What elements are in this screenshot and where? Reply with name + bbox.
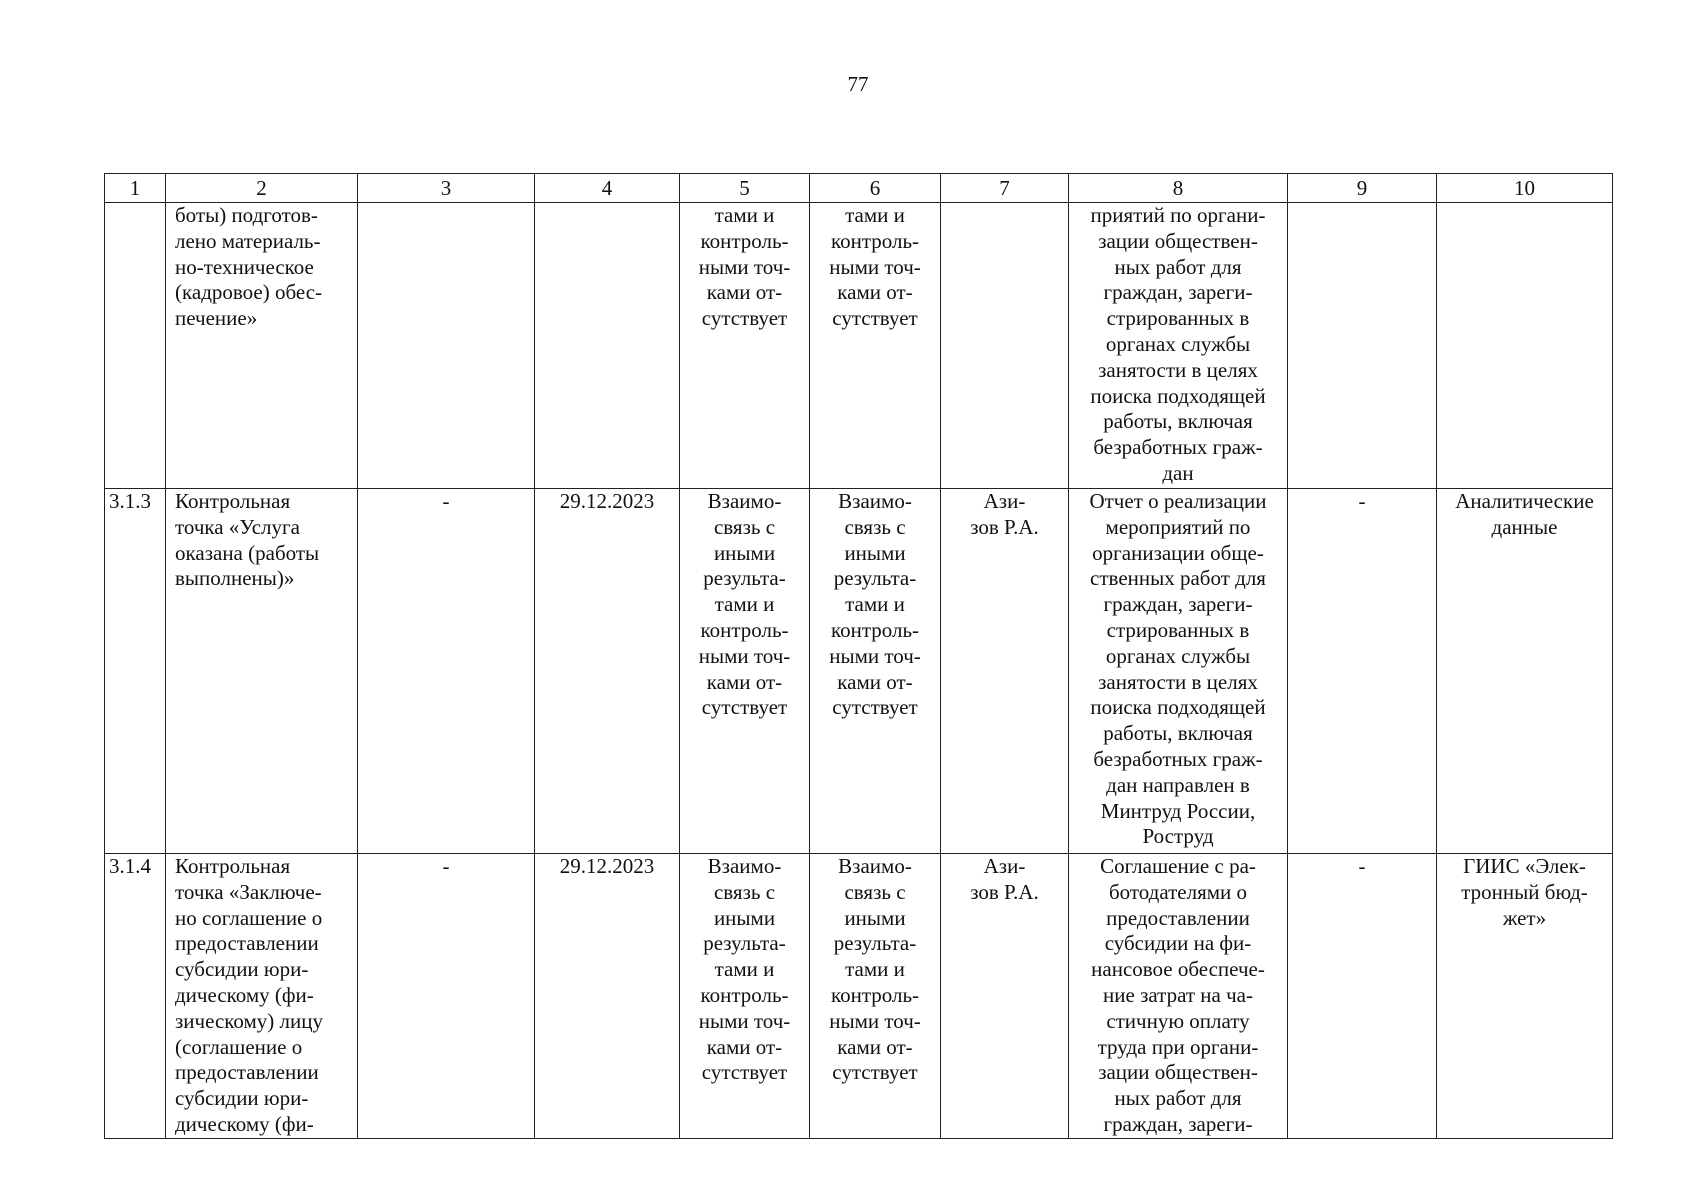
cell-successors: Взаимо- связь с иными результа- тами и контроль- ными точ- ками от- сутствует — [810, 854, 941, 1139]
cell-level: - — [1288, 489, 1437, 854]
cell-end-date: 29.12.2023 — [535, 489, 680, 854]
cell-responsible: Ази- зов Р.А. — [941, 854, 1069, 1139]
cell-predecessors: Взаимо- связь с иными результа- тами и контроль- ными точ- ками от- сутствует — [680, 489, 810, 854]
cell-start-date: - — [358, 489, 535, 854]
column-number-header — [105, 174, 1613, 203]
column-header: 8 — [1069, 174, 1288, 203]
column-header: 4 — [535, 174, 680, 203]
cell-number — [105, 203, 166, 489]
cell-successors: тами и контроль- ными точ- ками от- сутствует — [810, 203, 941, 489]
cell-result: Отчет о реализации мероприятий по организации обще- ственных работ для граждан, зареги- стрированных в органах службы занятости в целях поиска подходящей работы, включая безработных граж- дан направлен в Минтруд России, Роструд — [1069, 489, 1288, 854]
cell-name: Контрольная точка «Услуга оказана (работы выполнены)» — [166, 489, 358, 854]
cell-start-date: - — [358, 854, 535, 1139]
column-header: 7 — [941, 174, 1069, 203]
cell-start-date — [358, 203, 535, 489]
cell-end-date — [535, 203, 680, 489]
cell-successors: Взаимо- связь с иными результа- тами и контроль- ными точ- ками от- сутствует — [810, 489, 941, 854]
column-header: 1 — [105, 174, 166, 203]
column-header: 5 — [680, 174, 810, 203]
cell-level — [1288, 203, 1437, 489]
table-row — [105, 203, 1613, 489]
cell-predecessors: тами и контроль- ными точ- ками от- сутствует — [680, 203, 810, 489]
cell-number: 3.1.3 — [105, 489, 166, 854]
cell-predecessors: Взаимо- связь с иными результа- тами и контроль- ными точ- ками от- сутствует — [680, 854, 810, 1139]
column-header: 3 — [358, 174, 535, 203]
page-number: 77 — [847, 72, 869, 96]
cell-result: приятий по органи- зации обществен- ных работ для граждан, зареги- стрированных в органах службы занятости в целях поиска подходящей работы, включая безработных граж- дан — [1069, 203, 1288, 489]
cell-responsible: Ази- зов Р.А. — [941, 489, 1069, 854]
cell-info-system: ГИИС «Элек- тронный бюд- жет» — [1437, 854, 1613, 1139]
cell-info-system — [1437, 203, 1613, 489]
plan-table — [104, 173, 1613, 1139]
cell-name: Контрольная точка «Заключе- но соглашение о предоставлении субсидии юри- дическому (фи- зическому) лицу (соглашение о предоставлении субсидии юри- дическому (фи- — [166, 854, 358, 1139]
cell-number: 3.1.4 — [105, 854, 166, 1139]
column-header: 10 — [1437, 174, 1613, 203]
cell-level: - — [1288, 854, 1437, 1139]
cell-info-system: Аналитические данные — [1437, 489, 1613, 854]
cell-result: Соглашение с ра- ботодателями о предоставлении субсидии на фи- нансовое обеспече- ние затрат на ча- стичную оплату труда при органи- зации обществен- ных работ для граждан, зареги- — [1069, 854, 1288, 1139]
column-header: 6 — [810, 174, 941, 203]
table-row — [105, 854, 1613, 1139]
column-header: 2 — [166, 174, 358, 203]
cell-responsible — [941, 203, 1069, 489]
cell-end-date: 29.12.2023 — [535, 854, 680, 1139]
table-row — [105, 489, 1613, 854]
cell-name: боты) подготов- лено материаль- но-техническое (кадровое) обес- печение» — [166, 203, 358, 489]
column-header: 9 — [1288, 174, 1437, 203]
